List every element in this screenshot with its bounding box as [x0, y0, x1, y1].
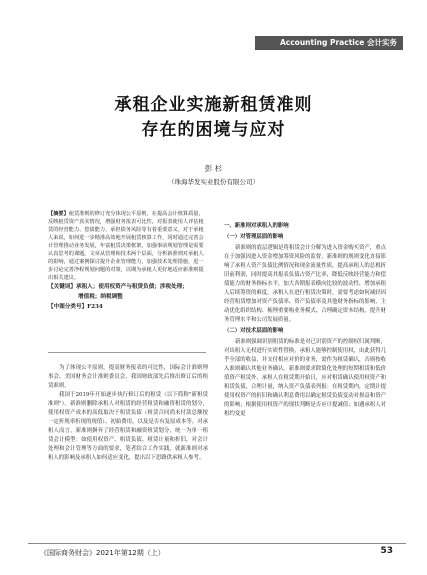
subsection-heading: （二）对技术层面的影响 [224, 328, 284, 334]
body-paragraph: 新准则的底层逻辑是将租赁会计分解为进入资金购买资产，重点在于加强因进入资金增加筹资风险的监督。新准则的规则变化直接影响了承租人资产负债比例情况和现金流量性质，提高承租人的总税折旧前利润，同时提高其报表负债占资产比率，降低反映经营能力和偿债能力的财务指标水平，加大各期报表横向比较的波动性，增加承租人后续筹资的难度。承租人在进行租赁决策时，需要考虑如何减轻因经营租赁增加对资产负债率、资产负债率及其他财务指标的影响，主动优化组织结构、梳理重要构业务模式、合理确定资本结构，提升财务管理水平和公司发展质量。 [224, 245, 386, 323]
body-paragraph: 为了体现公平原则，提高财务报表的可比性，国际会计准则理事会、美国财务会计准则委员会、我国财政部先后推出修订后的租赁准则。 [48, 365, 208, 389]
author-affiliation: （珠海华发实业股份有限公司） [168, 178, 259, 186]
body-column-right [224, 220, 386, 419]
section-header-bar: Accounting Practice 会计实务 [255, 36, 403, 50]
page-number: 53 [380, 546, 393, 556]
body-paragraph: 新准则强调识别租赁的标准是对已识别资产的控制权归属判断，对出租人无权进行实质性替换，承租人能够控制使用权，由此获得几乎全部的收益，并支付相应对价的业务，需作为租赁确认，否则按收入准则确认其他业务确认。新准则要求除简化处理的短期租赁和低价值资产租赁外，承租人在租赁期开始日，应对租赁确认使用权资产和租赁负债，合理计量，纳入资产负债表列报：在租赁期内，定期计提使用权资产的折旧和确认利息费用以确定租赁负债变动对损益和资产的影响；根据使用权资产的现状判断是否应计提减值；如遇承租人对租约变更 [224, 339, 386, 417]
keywords-continued: 增值税；纳税调整 [78, 294, 123, 300]
abstract-label: 【摘要】 [48, 211, 69, 217]
classification-number: 【中图分类号】F234 [48, 304, 103, 310]
abstract-divider [48, 352, 206, 353]
article-title-line2: 存在的困境与应对 [141, 120, 286, 140]
body-paragraph: 我国于2019年开始逐步执行修订后的租赁（以下简称"新租赁准则"）。新准则删除承租人对租赁的经营租赁和融资租赁的划分，使用权资产成本的高低取决于租赁负债（租赁合同尚未付款总额按一定折现率折现的现值）、初始费用，以及是否有复原成本等。对承租人而言，新准则摒弃了经营租赁和融资租赁划分，统一为单一租赁会计模型：如使用权资产、租赁负债、租赁计量和折旧，对会计处理和会计管理等方面的要求，笔者结合工作实践，就新准则对承租人的影响及承租人如何适应变化，提出以下思路供承租人参考。 [48, 392, 208, 461]
section-heading: 一、新准则对承租人的影响 [224, 223, 289, 229]
footer-divider [28, 543, 406, 544]
keywords: 【关键词】承租人；使用权资产与租赁负债；涉税处理； [48, 284, 188, 290]
abstract-block [48, 210, 208, 312]
abstract-text: 租赁准则的修订充分体现公平原则，在提高会计核算质量，反映租赁资产真实情况，增强财务报表可比性，对报表使用人评估租赁的经营能力、偿债能力、承担债务风险等有着重要意义。对于承租人来说，如何进一步精准高效地开展租赁核算工作，同时通过完善会计管理推动业务发展，年富租赁决策框架，加强事前规划管理是需要认真思考的课题。文章从管理和技术两个层面，分析新准则对承租人的影响，通过案例探讨提升企业管理能力，加强技术处理措施，进一步讨论完善净程规划问题的对策，以期为承租人更好地适应新准则提出相关建议。 [48, 211, 204, 281]
journal-citation: 《国际商务财会》2021年第12期（上） [40, 549, 165, 557]
article-title-line1: 承租企业实施新租赁准则 [114, 95, 313, 115]
author-name: 彭 杉 [204, 164, 223, 173]
body-column-left [48, 364, 208, 463]
subsection-heading: （一）对管理层面的影响 [224, 234, 284, 240]
